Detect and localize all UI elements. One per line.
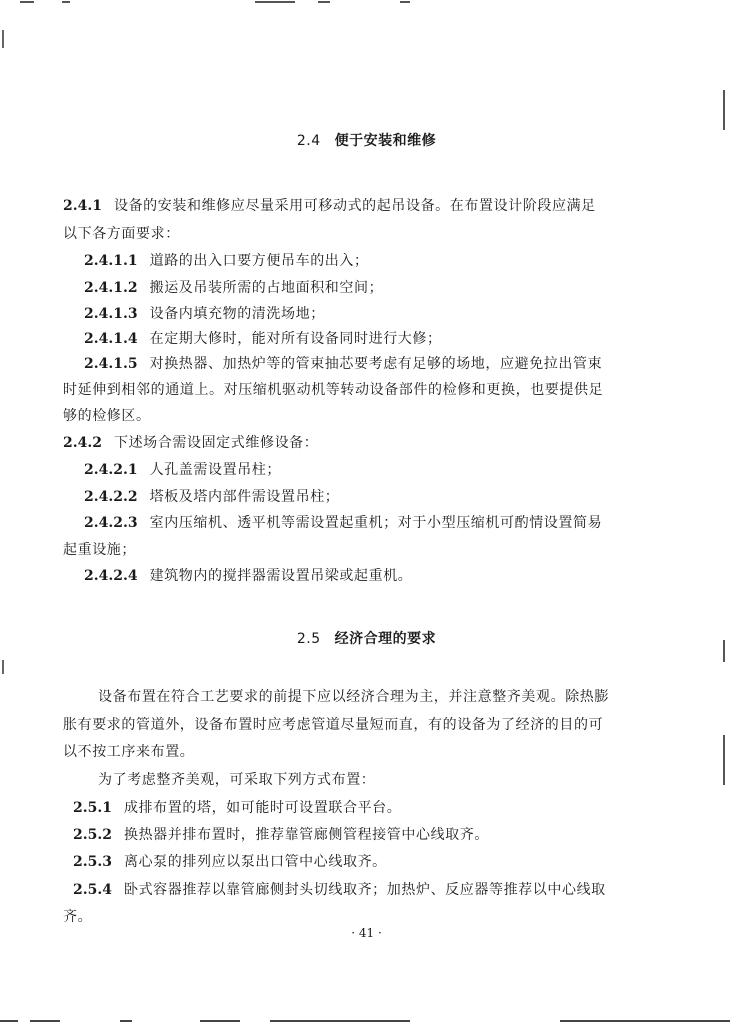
clause-line: 以下各方面要求： xyxy=(63,226,180,242)
clause-line: 2.4.2 下述场合需设固定式维修设备： xyxy=(63,435,319,451)
scan-edge-left xyxy=(2,30,4,48)
scan-edge-top xyxy=(0,0,733,6)
page-number: · 41 · xyxy=(351,926,382,940)
clause-line: 2.5.2 换热器并排布置时，推荐靠管廊侧管程接管中心线取齐。 xyxy=(73,827,489,843)
clause-line: 2.4.2.4 建筑物内的搅拌器需设置吊梁或起重机。 xyxy=(84,568,413,584)
paragraph-line: 为了考虑整齐美观，可采取下列方式布置： xyxy=(98,772,376,788)
clause-line: 够的检修区。 xyxy=(63,408,151,424)
scan-edge-right xyxy=(723,90,725,130)
clause-line: 2.5.1 成排布置的塔，如可能时可设置联合平台。 xyxy=(73,800,402,816)
section-heading: 2.5 经济合理的要求 xyxy=(296,631,437,647)
clause-line: 2.5.4 卧式容器推荐以靠管廊侧封头切线取齐；加热炉、反应器等推荐以中心线取 xyxy=(73,882,606,898)
clause-line: 2.4.2.2 塔板及塔内部件需设置吊柱； xyxy=(84,489,340,505)
paragraph-line: 设备布置在符合工艺要求的前提下应以经济合理为主，并注意整齐美观。除热膨 xyxy=(98,689,609,705)
clause-line: 起重设施； xyxy=(63,542,136,558)
clause-line: 2.4.2.3 室内压缩机、透平机等需设置起重机；对于小型压缩机可酌情设置简易 xyxy=(84,515,603,531)
clause-line: 2.5.3 离心泵的排列应以泵出口管中心线取齐。 xyxy=(73,854,387,870)
clause-line: 时延伸到相邻的通道上。对压缩机驱动机等转动设备部件的检修和更换，也要提供足 xyxy=(63,382,604,398)
clause-line: 2.4.2.1 人孔盖需设置吊柱； xyxy=(84,462,281,478)
paragraph-line: 以不按工序来布置。 xyxy=(63,744,195,760)
clause-line: 2.4.1.2 搬运及吊装所需的占地面积和空间； xyxy=(84,280,384,296)
clause-line: 2.4.1.5 对换热器、加热炉等的管束抽芯要考虑有足够的场地，应避免拉出管束 xyxy=(84,356,603,372)
clause-line: 齐。 xyxy=(63,909,93,925)
scan-edge-bottom xyxy=(0,1016,733,1024)
clause-line: 2.4.1.3 设备内填充物的清洗场地； xyxy=(84,306,325,322)
clause-line: 2.4.1.1 道路的出入口要方便吊车的出入； xyxy=(84,253,369,269)
clause-line: 2.4.1 设备的安装和维修应尽量采用可移动式的起吊设备。在布置设计阶段应满足 xyxy=(63,198,596,214)
clause-line: 2.4.1.4 在定期大修时，能对所有设备同时进行大修； xyxy=(84,331,442,347)
section-heading: 2.4 便于安装和维修 xyxy=(296,133,437,149)
paragraph-line: 胀有要求的管道外，设备布置时应考虑管道尽量短而直，有的设备为了经济的目的可 xyxy=(63,717,604,733)
